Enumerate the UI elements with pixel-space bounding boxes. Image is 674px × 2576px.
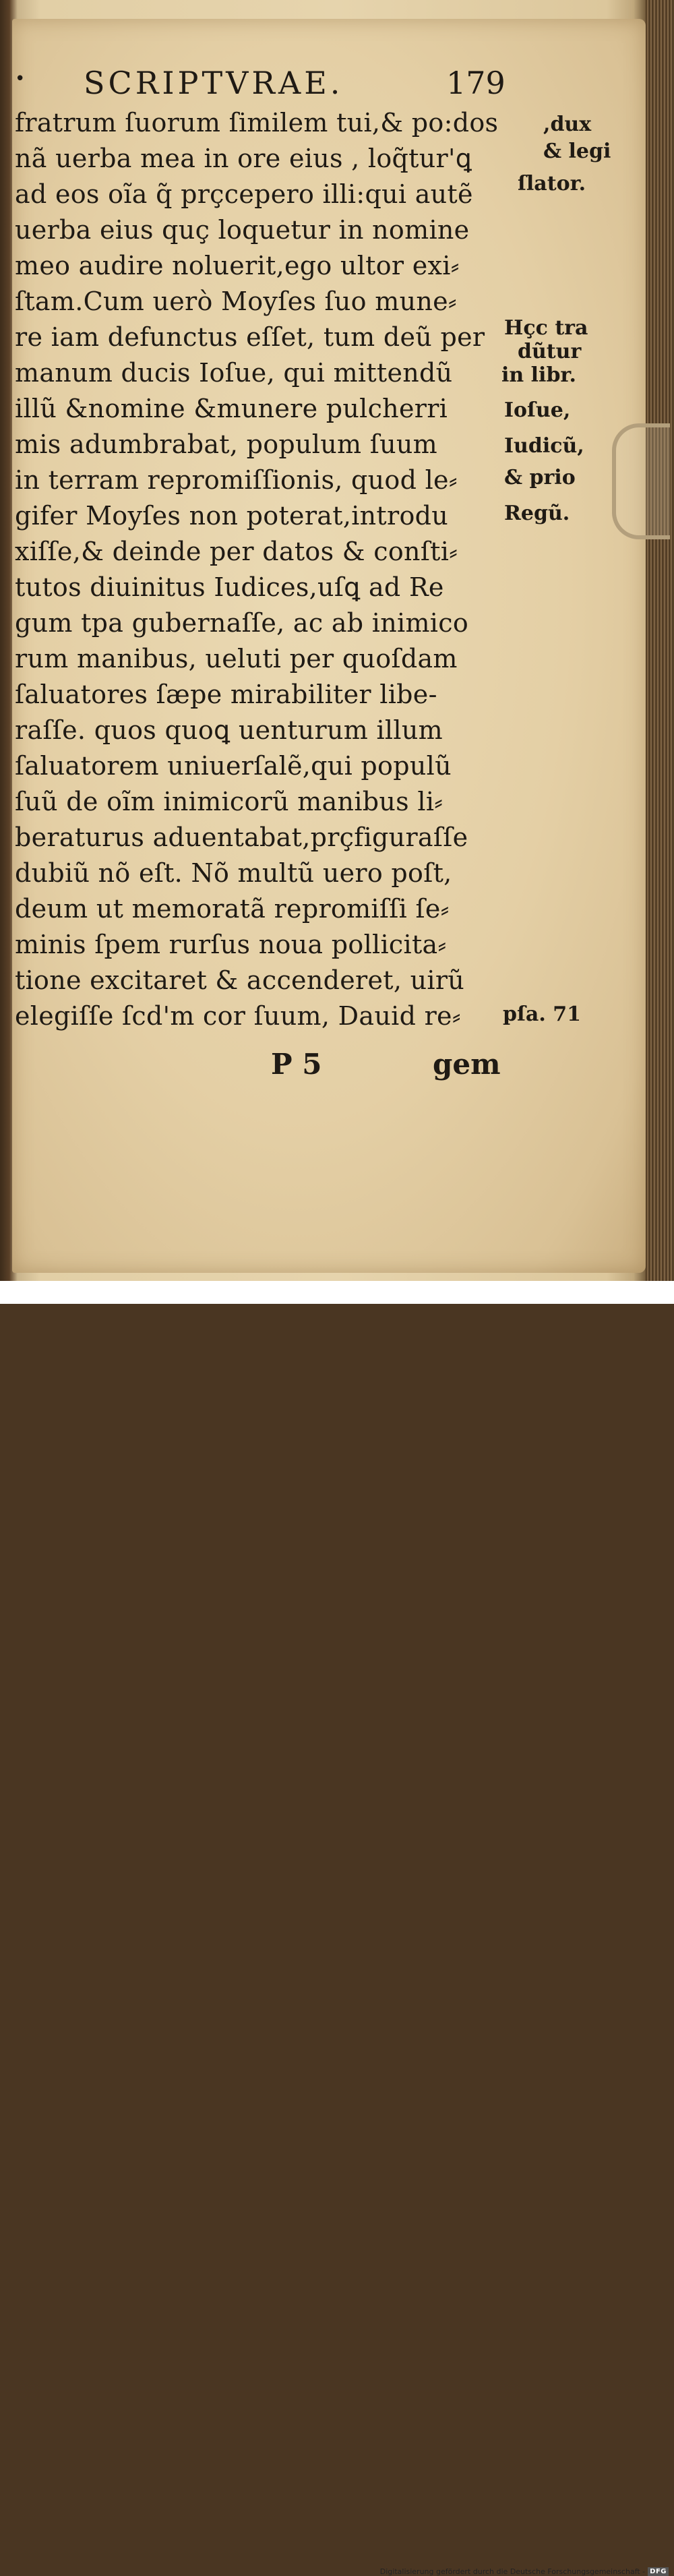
marginal-note: Hçc tra xyxy=(504,316,588,340)
text-line: illũ &nomine &munere pulcherri xyxy=(15,394,448,423)
text-line: dubiũ nõ eſt. Nõ multũ uero poſt, xyxy=(15,858,452,888)
credit-line xyxy=(380,2567,669,2576)
text-line: fratrum ſuorum ſimilem tui,& po:dos xyxy=(15,108,499,138)
text-line: beraturus aduentabat,prçfiguraſſe xyxy=(15,822,468,852)
text-line: ſtam.Cum uerò Moyſes ſuo mune⸗ xyxy=(15,287,457,316)
credit-bar xyxy=(0,1281,674,2576)
marginal-note: pſa. 71 xyxy=(503,1002,581,1026)
marginal-note: & prio xyxy=(504,466,576,489)
text-line: tutos diuinitus Iudices,uſꝗ ad Re xyxy=(15,572,444,602)
header-mark: • xyxy=(15,69,29,89)
text-line: re iam defunctus eſſet, tum deũ per xyxy=(15,322,485,352)
text-line: ſaluatorem uniuerſalẽ,qui populũ xyxy=(15,751,452,781)
text-line: elegiſſe ſcd'm cor ſuum, Dauid re⸗ xyxy=(15,1001,461,1031)
catchword: gem xyxy=(433,1048,501,1081)
signature-mark: P 5 xyxy=(271,1048,322,1081)
text-line: gifer Moyſes non poterat,introdu xyxy=(15,501,449,531)
marginal-note: Iudicũ, xyxy=(504,434,584,458)
text-line: in terram repromiſſionis, quod le⸗ xyxy=(15,465,458,495)
text-line: gum tpa gubernaſſe, ac ab inimico xyxy=(15,608,469,638)
text-line: uerba eius quç loquetur in nomine xyxy=(15,215,470,245)
marginal-note: & legi xyxy=(543,140,611,163)
text-line: ſuũ de oĩm inimicorũ manibus li⸗ xyxy=(15,787,443,816)
marginal-note: dũtur xyxy=(518,340,582,363)
text-line: rum manibus, ueluti per quoſdam xyxy=(15,644,458,673)
text-line: xiſſe,& deinde per datos & conſti⸗ xyxy=(15,537,458,566)
marginal-note: ſlator. xyxy=(518,172,586,196)
text-line: tione excitaret & accenderet, uirũ xyxy=(15,965,465,995)
text-line: nã uerba mea in ore eius , loq̃tur'ꝗ xyxy=(15,144,472,173)
marginal-note: Ioſue, xyxy=(504,398,571,422)
marginal-note: Regũ. xyxy=(504,502,570,525)
marginal-note: ,dux xyxy=(543,113,592,136)
page-header xyxy=(15,65,514,105)
folio-number: 179 xyxy=(446,65,506,101)
text-line: minis ſpem rurſus noua pollicita⸗ xyxy=(15,930,447,959)
text-line: manum ducis Ioſue, qui mittendũ xyxy=(15,358,453,388)
credit-text: Digitalisierung gefördert durch die Deutsche Forschungsgemeinschaft - xyxy=(379,2567,646,2576)
dfg-logo: DFG xyxy=(648,2567,669,2576)
marginal-note: in libr. xyxy=(501,363,576,387)
text-line: raſſe. quos quoꝗ uenturum illum xyxy=(15,715,443,745)
text-line: meo audire noluerit,ego ultor exi⸗ xyxy=(15,251,460,280)
text-line: ad eos oĩa q̃ prçcepero illi:qui autẽ xyxy=(15,179,473,209)
text-line: mis adumbrabat, populum ſuum xyxy=(15,429,437,459)
running-title: SCRIPTVRAE. xyxy=(84,65,344,101)
text-line: ſaluatores ſæpe mirabiliter libe- xyxy=(15,680,437,709)
text-line: deum ut memoratã repromiſſi ſe⸗ xyxy=(15,894,450,924)
